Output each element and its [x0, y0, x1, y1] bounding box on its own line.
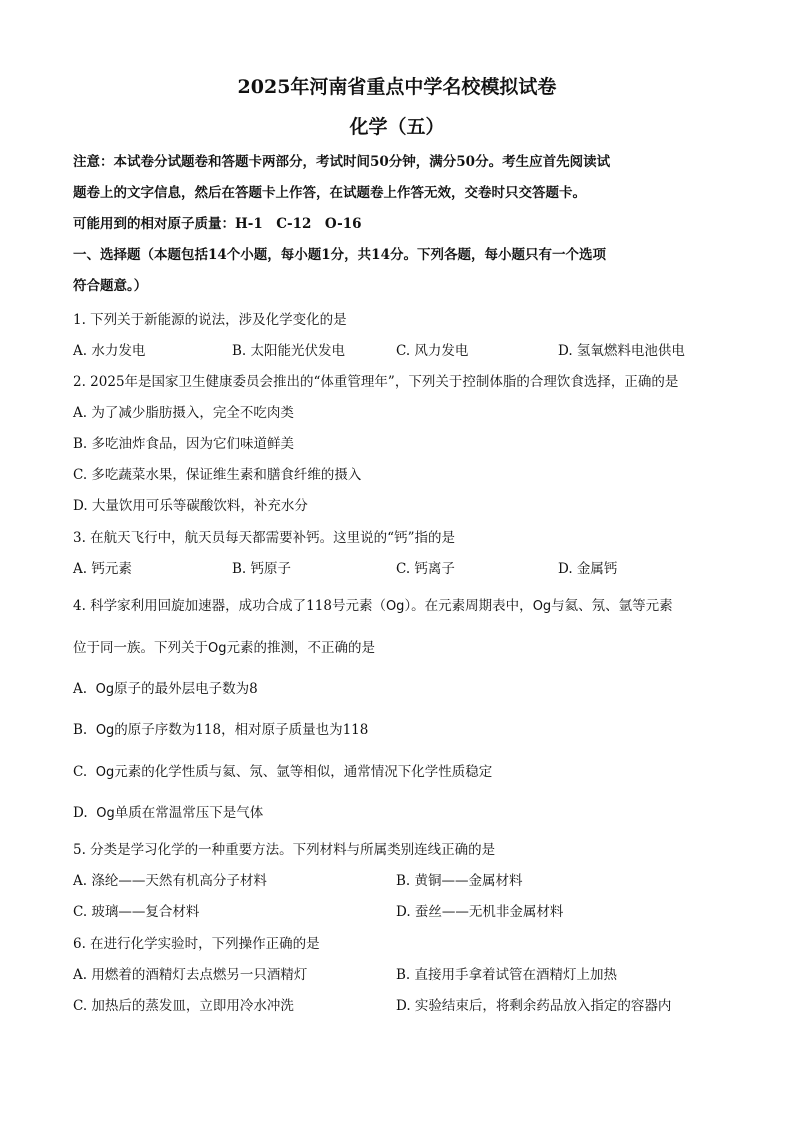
notice-line-1: 注意：本试卷分试题卷和答题卡两部分，考试时间50分钟，满分50分。考生应首先阅读试: [73, 154, 611, 170]
q6-option-c: C. 加热后的蒸发皿，立即用冷水冲洗: [73, 998, 294, 1014]
q4-option-a-prefix: A.: [73, 681, 88, 697]
q2-option-b: B. 多吃油炸食品，因为它们味道鲜美: [73, 436, 295, 452]
q4-option-d-text: 单质在常温常压下是气体: [114, 805, 264, 821]
atomic-mass-line: 可能用到的相对原子质量：H-1 C-12 O-16: [73, 216, 362, 232]
q3-option-c: C. 钙离子: [396, 561, 455, 577]
q2-option-a: A. 为了减少脂肪摄入，完全不吃肉类: [73, 405, 294, 421]
q4-option-c: [73, 760, 492, 780]
q6-option-a: A. 用燃着的酒精灯去点燃另一只酒精灯: [73, 967, 308, 983]
section-heading-line-1: 一、选择题（本题包括14个小题，每小题1分，共14分。下列各题，每小题只有一个选项: [73, 247, 606, 263]
q2-option-d: D. 大量饮用可乐等碳酸饮料，补充水分: [73, 498, 308, 514]
question-4-stem-line-1: [73, 594, 673, 614]
q1-option-b: B. 太阳能光伏发电: [232, 343, 346, 359]
q4-option-c-prefix: C.: [73, 764, 88, 780]
page-title: 2025年河南省重点中学名校模拟试卷: [237, 76, 557, 98]
page-subtitle: 化学（五）: [349, 116, 445, 138]
q6-option-b: B. 直接用手拿着试管在酒精灯上加热: [396, 967, 618, 983]
section-heading-line-2: 符合题意。）: [73, 278, 148, 294]
og-symbol: Og: [385, 599, 405, 614]
q5-option-c: C. 玻璃——复合材料: [73, 904, 200, 920]
og-symbol: Og: [532, 599, 552, 614]
q4-stem-line2-part-2: 元素的推测，不正确的是: [226, 640, 375, 656]
notice-line-2: 题卷上的文字信息，然后在答题卡上作答，在试题卷上作答无效，交卷时只交答题卡。: [73, 185, 586, 201]
q4-stem-line2-part-1: 位于同一族。下列关于: [73, 640, 208, 656]
q3-option-a: A. 钙元素: [73, 561, 132, 577]
og-symbol: Og: [95, 682, 115, 697]
og-symbol: Og: [95, 765, 115, 780]
q4-option-d-prefix: D.: [73, 805, 88, 821]
question-4-stem-line-2: [73, 636, 375, 656]
q1-option-a: A. 水力发电: [73, 343, 146, 359]
q4-stem-part-2: ）。在元素周期表中，: [404, 598, 533, 614]
q4-stem-part-3: 与氦、氖、氩等元素: [551, 598, 673, 614]
q1-option-d: D. 氢氧燃料电池供电: [558, 343, 685, 359]
q5-option-a: A. 涤纶——天然有机高分子材料: [73, 873, 267, 889]
question-3-stem: 3. 在航天飞行中，航天员每天都需要补钙。这里说的“钙”指的是: [73, 530, 455, 546]
q4-option-b: [73, 718, 368, 738]
q5-option-b: B. 黄铜——金属材料: [396, 873, 523, 889]
question-5-stem: 5. 分类是学习化学的一种重要方法。下列材料与所属类别连线正确的是: [73, 842, 496, 858]
question-6-stem: 6. 在进行化学实验时，下列操作正确的是: [73, 936, 320, 952]
q4-stem-part-1: 4. 科学家利用回旋加速器，成功合成了118号元素（: [73, 598, 386, 614]
q4-option-d: [73, 801, 263, 821]
q3-option-d: D. 金属钙: [558, 561, 618, 577]
q4-option-b-text: 的原子序数为118，相对原子质量也为118: [114, 722, 369, 738]
q2-option-c: C. 多吃蔬菜水果，保证维生素和膳食纤维的摄入: [73, 467, 362, 483]
q4-option-c-text: 元素的化学性质与氦、氖、氩等相似，通常情况下化学性质稳定: [114, 764, 493, 780]
q3-option-b: B. 钙原子: [232, 561, 292, 577]
q5-option-d: D. 蚕丝——无机非金属材料: [396, 904, 564, 920]
q4-option-b-prefix: B.: [73, 722, 88, 738]
q1-option-c: C. 风力发电: [396, 343, 469, 359]
question-1-stem: 1. 下列关于新能源的说法，涉及化学变化的是: [73, 312, 347, 328]
question-2-stem: 2. 2025年是国家卫生健康委员会推出的“体重管理年”，下列关于控制体脂的合理饮食选择，正确的是: [73, 374, 679, 390]
og-symbol: Og: [95, 723, 115, 738]
q6-option-d: D. 实验结束后，将剩余药品放入指定的容器内: [396, 998, 672, 1014]
og-symbol: Og: [208, 641, 227, 656]
q4-option-a: [73, 677, 258, 697]
q4-option-a-text: 原子的最外层电子数为8: [114, 681, 258, 697]
og-symbol: Og: [96, 806, 115, 821]
